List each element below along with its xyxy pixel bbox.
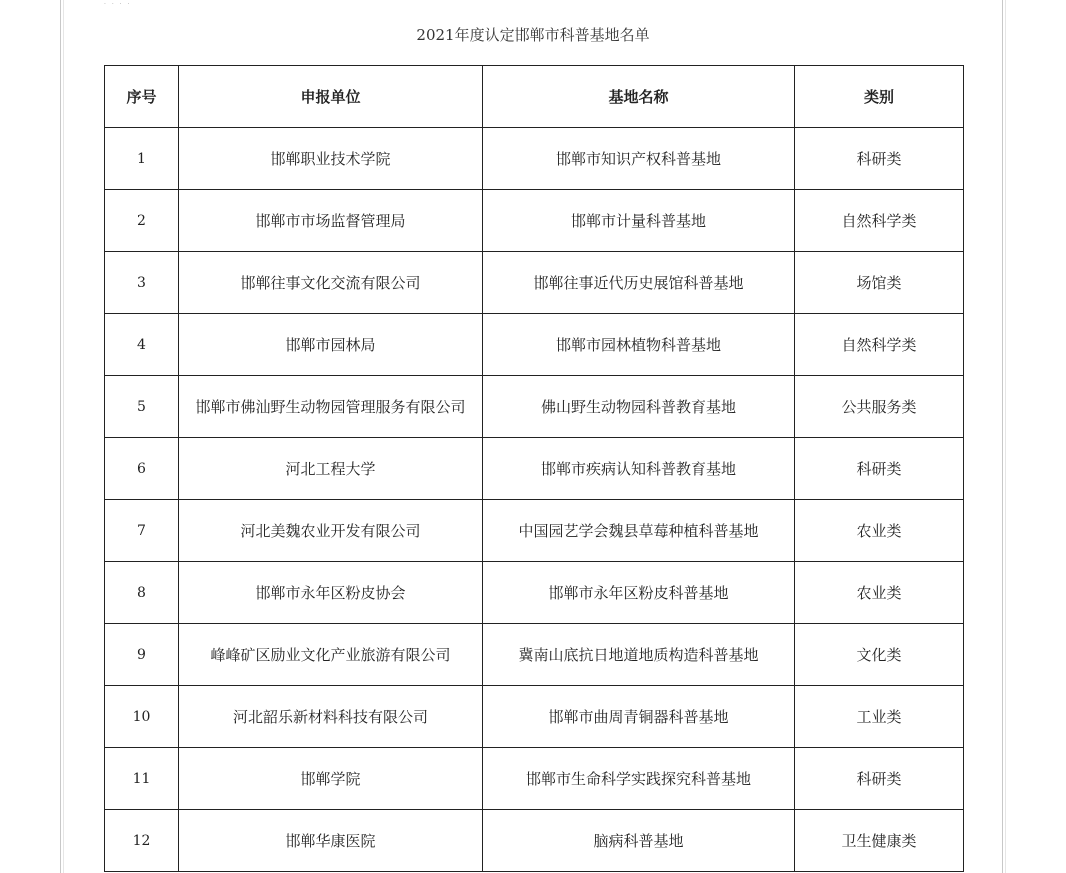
cell-category: 文化类 [795, 624, 964, 686]
page-border-left-inner [63, 0, 64, 873]
base-list-table [104, 65, 964, 872]
cell-base-name: 脑病科普基地 [483, 810, 795, 872]
cell-applicant: 邯郸往事文化交流有限公司 [179, 252, 483, 314]
cell-category: 卫生健康类 [795, 810, 964, 872]
cell-applicant: 邯郸市佛汕野生动物园管理服务有限公司 [179, 376, 483, 438]
cell-applicant: 河北韶乐新材料科技有限公司 [179, 686, 483, 748]
table-header-row [105, 66, 964, 128]
header-category: 类别 [795, 66, 964, 128]
cell-applicant: 邯郸市市场监督管理局 [179, 190, 483, 252]
cell-base-name: 邯郸市永年区粉皮科普基地 [483, 562, 795, 624]
table-row [105, 314, 964, 376]
cell-base-name: 邯郸市生命科学实践探究科普基地 [483, 748, 795, 810]
cell-applicant: 峰峰矿区励业文化产业旅游有限公司 [179, 624, 483, 686]
cell-index: 8 [105, 562, 179, 624]
cell-applicant: 邯郸华康医院 [179, 810, 483, 872]
page-border-right [1002, 0, 1003, 873]
cell-category: 农业类 [795, 562, 964, 624]
cell-category: 农业类 [795, 500, 964, 562]
table-row [105, 624, 964, 686]
cell-category: 科研类 [795, 748, 964, 810]
cell-base-name: 佛山野生动物园科普教育基地 [483, 376, 795, 438]
cell-applicant: 邯郸市园林局 [179, 314, 483, 376]
cell-applicant: 邯郸职业技术学院 [179, 128, 483, 190]
cell-category: 自然科学类 [795, 314, 964, 376]
table-row [105, 686, 964, 748]
cell-category: 自然科学类 [795, 190, 964, 252]
top-marks: . . . . [104, 0, 132, 6]
cell-index: 5 [105, 376, 179, 438]
cell-base-name: 冀南山底抗日地道地质构造科普基地 [483, 624, 795, 686]
cell-index: 7 [105, 500, 179, 562]
cell-index: 10 [105, 686, 179, 748]
table-row [105, 128, 964, 190]
cell-index: 9 [105, 624, 179, 686]
cell-base-name: 邯郸市知识产权科普基地 [483, 128, 795, 190]
cell-index: 11 [105, 748, 179, 810]
table-row [105, 562, 964, 624]
cell-base-name: 中国园艺学会魏县草莓种植科普基地 [483, 500, 795, 562]
cell-index: 3 [105, 252, 179, 314]
cell-base-name: 邯郸市疾病认知科普教育基地 [483, 438, 795, 500]
cell-category: 科研类 [795, 128, 964, 190]
header-applicant: 申报单位 [179, 66, 483, 128]
header-base-name: 基地名称 [483, 66, 795, 128]
cell-base-name: 邯郸市园林植物科普基地 [483, 314, 795, 376]
cell-applicant: 邯郸学院 [179, 748, 483, 810]
cell-index: 1 [105, 128, 179, 190]
cell-category: 科研类 [795, 438, 964, 500]
cell-applicant: 河北美魏农业开发有限公司 [179, 500, 483, 562]
document-title: 2021年度认定邯郸市科普基地名单 [416, 26, 650, 44]
table-row [105, 438, 964, 500]
cell-index: 4 [105, 314, 179, 376]
cell-applicant: 邯郸市永年区粉皮协会 [179, 562, 483, 624]
table-row [105, 376, 964, 438]
page-border-right-inner [1005, 0, 1006, 873]
table-body [105, 128, 964, 872]
cell-category: 场馆类 [795, 252, 964, 314]
cell-base-name: 邯郸市计量科普基地 [483, 190, 795, 252]
table-row [105, 748, 964, 810]
cell-base-name: 邯郸往事近代历史展馆科普基地 [483, 252, 795, 314]
table-row [105, 500, 964, 562]
cell-category: 公共服务类 [795, 376, 964, 438]
table-row [105, 810, 964, 872]
page-border-left [60, 0, 61, 873]
cell-index: 2 [105, 190, 179, 252]
cell-index: 12 [105, 810, 179, 872]
cell-applicant: 河北工程大学 [179, 438, 483, 500]
cell-base-name: 邯郸市曲周青铜器科普基地 [483, 686, 795, 748]
table-row [105, 190, 964, 252]
header-index: 序号 [105, 66, 179, 128]
cell-index: 6 [105, 438, 179, 500]
table-row [105, 252, 964, 314]
cell-category: 工业类 [795, 686, 964, 748]
